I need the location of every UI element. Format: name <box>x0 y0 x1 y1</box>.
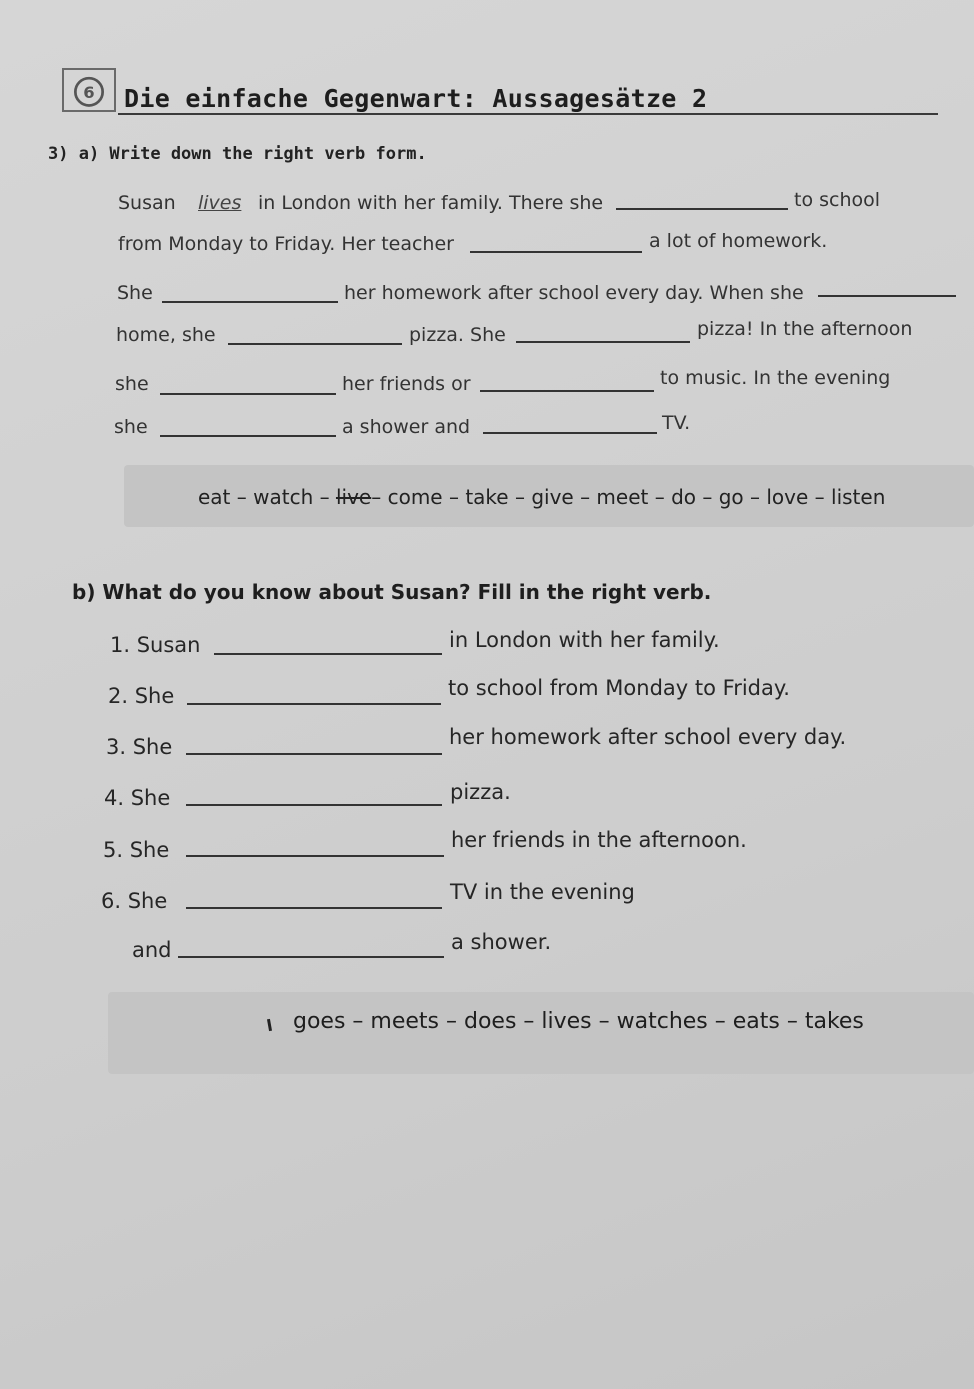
a3-blank-1[interactable] <box>162 301 338 303</box>
b6-blank[interactable] <box>186 907 442 909</box>
struck-verb-live: live <box>335 485 372 509</box>
a5-blank-2[interactable] <box>480 390 654 392</box>
b5-text: her friends in the afternoon. <box>451 828 747 852</box>
page-title: Die einfache Gegenwart: Aussagesätze 2 <box>124 84 708 113</box>
verb-box-a <box>124 465 974 527</box>
b2-text: to school from Monday to Friday. <box>448 676 790 700</box>
a6-text-mid: a shower and <box>342 416 471 438</box>
a6-blank-1[interactable] <box>160 435 336 437</box>
b6-subject: 6. She <box>101 889 168 913</box>
b7-text: a shower. <box>451 930 552 954</box>
a2-blank[interactable] <box>470 251 642 253</box>
b4-blank[interactable] <box>186 804 442 806</box>
a5-blank-1[interactable] <box>160 393 336 395</box>
verb-list-a-end: – come – take – give – meet – do – go – love – listen <box>371 485 886 509</box>
b2-blank[interactable] <box>187 703 441 705</box>
b7-blank[interactable] <box>178 956 444 958</box>
a1-filled-answer[interactable]: lives <box>198 192 242 214</box>
a1-subject: Susan <box>118 192 176 214</box>
b3-blank[interactable] <box>186 753 442 755</box>
b2-subject: 2. She <box>108 684 175 708</box>
exercise-number: 6 <box>83 83 95 103</box>
b1-text: in London with her family. <box>449 628 720 652</box>
exercise-number-icon <box>62 68 116 112</box>
verb-box-b <box>108 992 974 1074</box>
part-b-instruction: b) What do you know about Susan? Fill in the right verb. <box>72 580 712 604</box>
b1-blank[interactable] <box>214 653 442 655</box>
a5-subject: she <box>115 373 149 395</box>
a4-blank-1[interactable] <box>228 343 402 345</box>
b4-text: pizza. <box>450 780 511 804</box>
a4-text-end: pizza! In the afternoon <box>697 318 913 340</box>
a4-text: home, she <box>116 324 216 346</box>
a5-text-mid: her friends or <box>342 373 471 395</box>
b5-blank[interactable] <box>186 855 444 857</box>
a6-subject: she <box>114 416 148 438</box>
b1-subject: 1. Susan <box>110 633 201 657</box>
a4-text-mid: pizza. She <box>409 324 506 346</box>
a2-text: from Monday to Friday. Her teacher <box>118 233 454 255</box>
a4-blank-2[interactable] <box>516 341 690 343</box>
a1-text-end: to school <box>794 189 881 211</box>
b4-subject: 4. She <box>104 786 171 810</box>
a5-text-end: to music. In the evening <box>660 367 891 389</box>
b3-subject: 3. She <box>106 735 173 759</box>
title-underline <box>118 113 938 115</box>
a3-text: her homework after school every day. When she <box>344 282 804 304</box>
verb-list-a-start: eat – watch – <box>198 485 336 509</box>
a1-blank[interactable] <box>616 208 788 210</box>
a3-subject: She <box>117 282 153 304</box>
b6-text: TV in the evening <box>450 880 635 904</box>
a2-text-end: a lot of homework. <box>649 230 828 252</box>
b7-subject: and <box>132 938 172 962</box>
verb-list-a <box>198 485 885 509</box>
a6-blank-2[interactable] <box>483 432 657 434</box>
part-a-instruction: 3) a) Write down the right verb form. <box>48 144 427 164</box>
b5-subject: 5. She <box>103 838 170 862</box>
a1-text: in London with her family. There she <box>258 192 604 214</box>
a6-text-end: TV. <box>662 412 691 434</box>
verb-list-b: goes – meets – does – lives – watches – eats – takes <box>293 1009 864 1034</box>
b3-text: her homework after school every day. <box>449 725 847 749</box>
a3-blank-2[interactable] <box>818 295 956 297</box>
